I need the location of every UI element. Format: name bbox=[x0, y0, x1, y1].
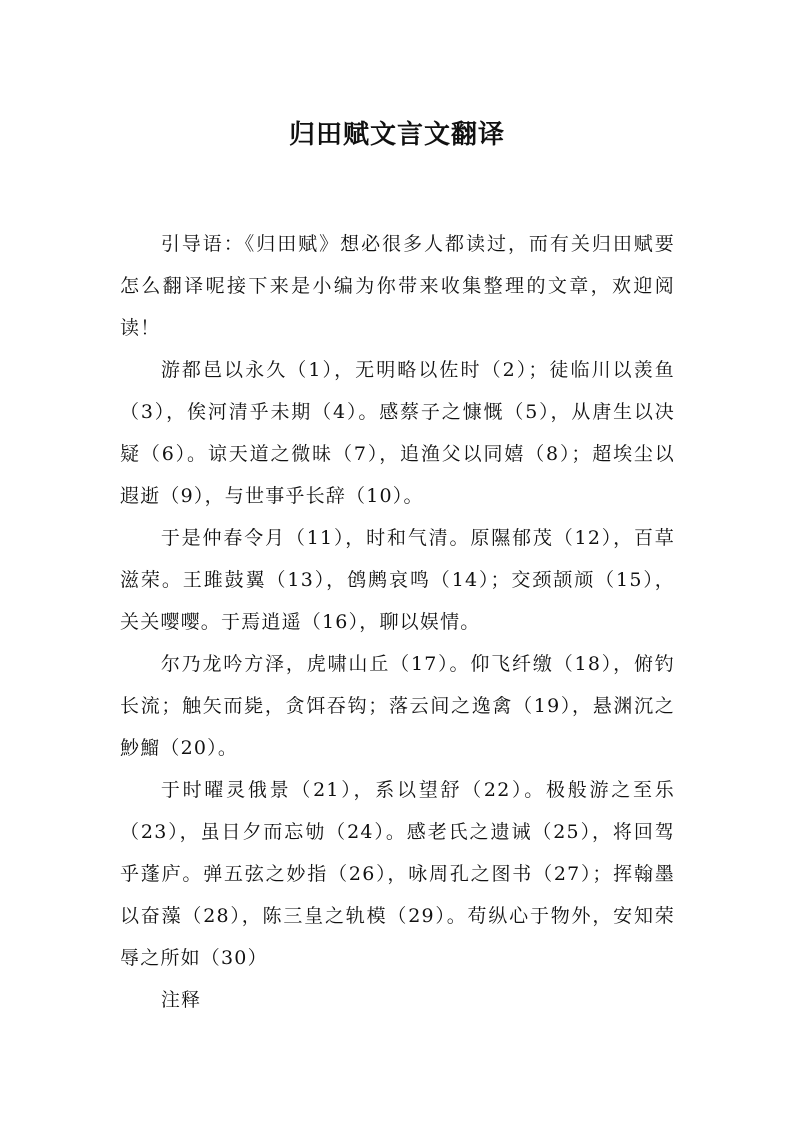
text-paragraph: 游都邑以永久（1），无明略以佐时（2）；徒临川以羡鱼（3），俟河清乎未期（4）。感蔡子之慷慨（5），从唐生以决疑（6）。谅天道之微昧（7），追渔父以同嬉（8）；超埃尘以遐逝（9），与世事乎长辞（10）。 bbox=[120, 359, 675, 507]
text-paragraph: 于时曜灵俄景（21），系以望舒（22）。极般游之至乐（23），虽日夕而忘劬（24）。感老氏之遗诫（25），将回驾乎蓬庐。弹五弦之妙指（26），咏周孔之图书（27）；挥翰墨以奋藻（28），陈三皇之轨模（29）。苟纵心于物外，安知荣辱之所如（30） bbox=[120, 779, 675, 969]
document-title: 归田赋文言文翻译 bbox=[288, 120, 505, 151]
text-paragraph: 于是仲春令月（11），时和气清。原隰郁茂（12），百草滋荣。王雎鼓翼（13），鸧鹒哀鸣（14）；交颈颉颃（15），关关嘤嘤。于焉逍遥（16），聊以娱情。 bbox=[120, 527, 675, 633]
text-paragraph: 尔乃龙吟方泽，虎啸山丘（17）。仰飞纤缴（18），俯钓长流；触矢而毙，贪饵吞钩；落云间之逸禽（19），悬渊沉之魦鰡（20）。 bbox=[120, 653, 675, 759]
document-body bbox=[120, 223, 675, 1021]
intro-paragraph: 引导语：《归田赋》想必很多人都读过，而有关归田赋要怎么翻译呢接下来是小编为你带来收集整理的文章，欢迎阅读！ bbox=[120, 233, 675, 339]
notes-heading: 注释 bbox=[160, 989, 202, 1011]
